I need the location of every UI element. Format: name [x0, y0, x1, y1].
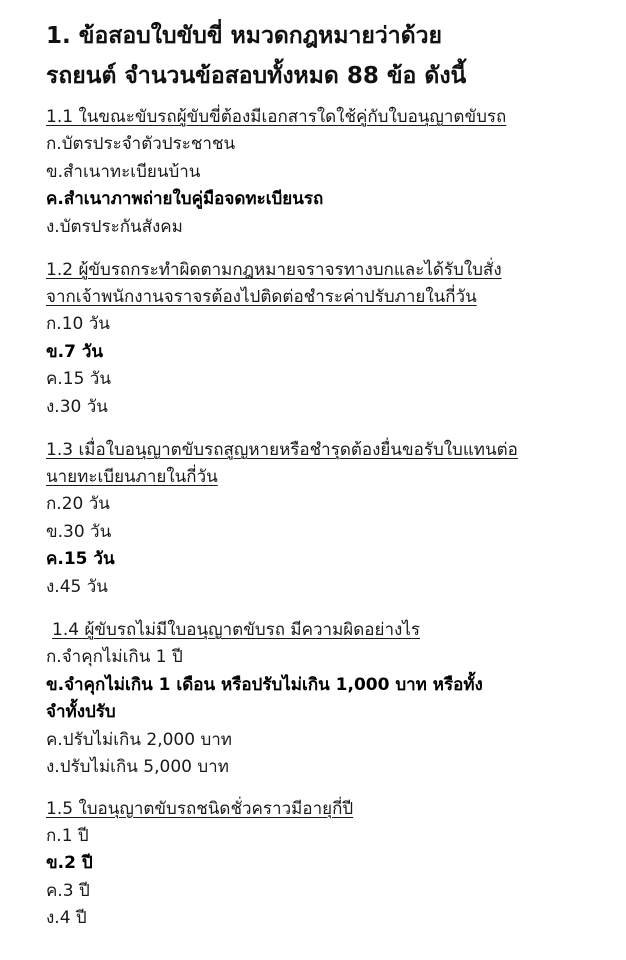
choice-d: ง.ปรับไม่เกิน 5,000 บาท: [46, 757, 229, 777]
choice-c: ค.3 ปี: [46, 880, 90, 901]
question-text-line-1: 1.2 ผู้ขับรถกระทำผิดตามกฎหมายจราจรทางบกและได้รับใบสั่ง: [46, 260, 502, 280]
choice-list: [46, 644, 606, 782]
choice-list: [46, 311, 606, 421]
spacer: [46, 421, 606, 437]
spacer: [46, 241, 606, 257]
choice-b: ข.สำเนาทะเบียนบ้าน: [46, 161, 201, 182]
choice-a: ก.20 วัน: [46, 494, 110, 514]
question-text: 1.5 ใบอนุญาตขับรถชนิดชั่วคราวมีอายุกี่ปี: [46, 798, 354, 819]
choice-d: ง.30 วัน: [46, 396, 108, 417]
question-text-line-1: 1.3 เมื่อใบอนุญาตขับรถสูญหายหรือชำรุดต้องยื่นขอรับใบแทนต่อ: [46, 440, 518, 460]
question-1-5: [46, 796, 606, 933]
choice-b-correct: ข.จำคุกไม่เกิน 1 เดือน หรือปรับไม่เกิน 1,000 บาท หรือทั้ง: [46, 674, 483, 695]
choice-list: [46, 823, 606, 933]
question-1-3: [46, 437, 606, 601]
choice-a: ก.บัตรประจำตัวประชาชน: [46, 134, 236, 154]
question-text: 1.1 ในขณะขับรถผู้ขับขี่ต้องมีเอกสารใดใช้คู่กับใบอนุญาตขับรถ: [46, 107, 507, 127]
spacer: [46, 601, 606, 617]
page-title-line-1: 1. ข้อสอบใบขับขี่ หมวดกฎหมายว่าด้วย: [46, 23, 443, 49]
choice-list: [46, 491, 606, 601]
question-1-1: [46, 104, 606, 241]
choice-c-correct: ค.15 วัน: [46, 549, 115, 569]
question-text-line-2: นายทะเบียนภายในกี่วัน: [46, 467, 218, 487]
choice-b-correct-continued: จำทั้งปรับ: [46, 702, 116, 722]
choice-d: ง.บัตรประกันสังคม: [46, 216, 183, 237]
choice-c: ค.ปรับไม่เกิน 2,000 บาท: [46, 729, 232, 750]
choice-a: ก.10 วัน: [46, 314, 110, 334]
choice-list: [46, 131, 606, 241]
page-title: [46, 16, 606, 96]
choice-a: ก.1 ปี: [46, 825, 89, 846]
choice-b-correct: ข.7 วัน: [46, 341, 103, 362]
choice-d: ง.45 วัน: [46, 576, 108, 597]
choice-b: ข.30 วัน: [46, 521, 112, 542]
choice-d: ง.4 ปี: [46, 908, 87, 928]
question-1-2: [46, 257, 606, 421]
choice-b-correct: ข.2 ปี: [46, 853, 93, 873]
question-1-4: [46, 617, 606, 782]
choice-c-correct: ค.สำเนาภาพถ่ายใบคู่มือจดทะเบียนรถ: [46, 189, 324, 209]
spacer: [46, 782, 606, 796]
choice-c: ค.15 วัน: [46, 369, 111, 389]
question-text-line-2: จากเจ้าพนักงานจราจรต้องไปติดต่อชำระค่าปรับภายในกี่วัน: [46, 287, 477, 307]
question-text: 1.4 ผู้ขับรถไม่มีใบอนุญาตขับรถ มีความผิดอย่างไร: [52, 620, 421, 640]
choice-a: ก.จำคุกไม่เกิน 1 ปี: [46, 647, 183, 667]
page-title-line-2: รถยนต์ จำนวนข้อสอบทั้งหมด 88 ข้อ ดังนี้: [46, 63, 467, 89]
